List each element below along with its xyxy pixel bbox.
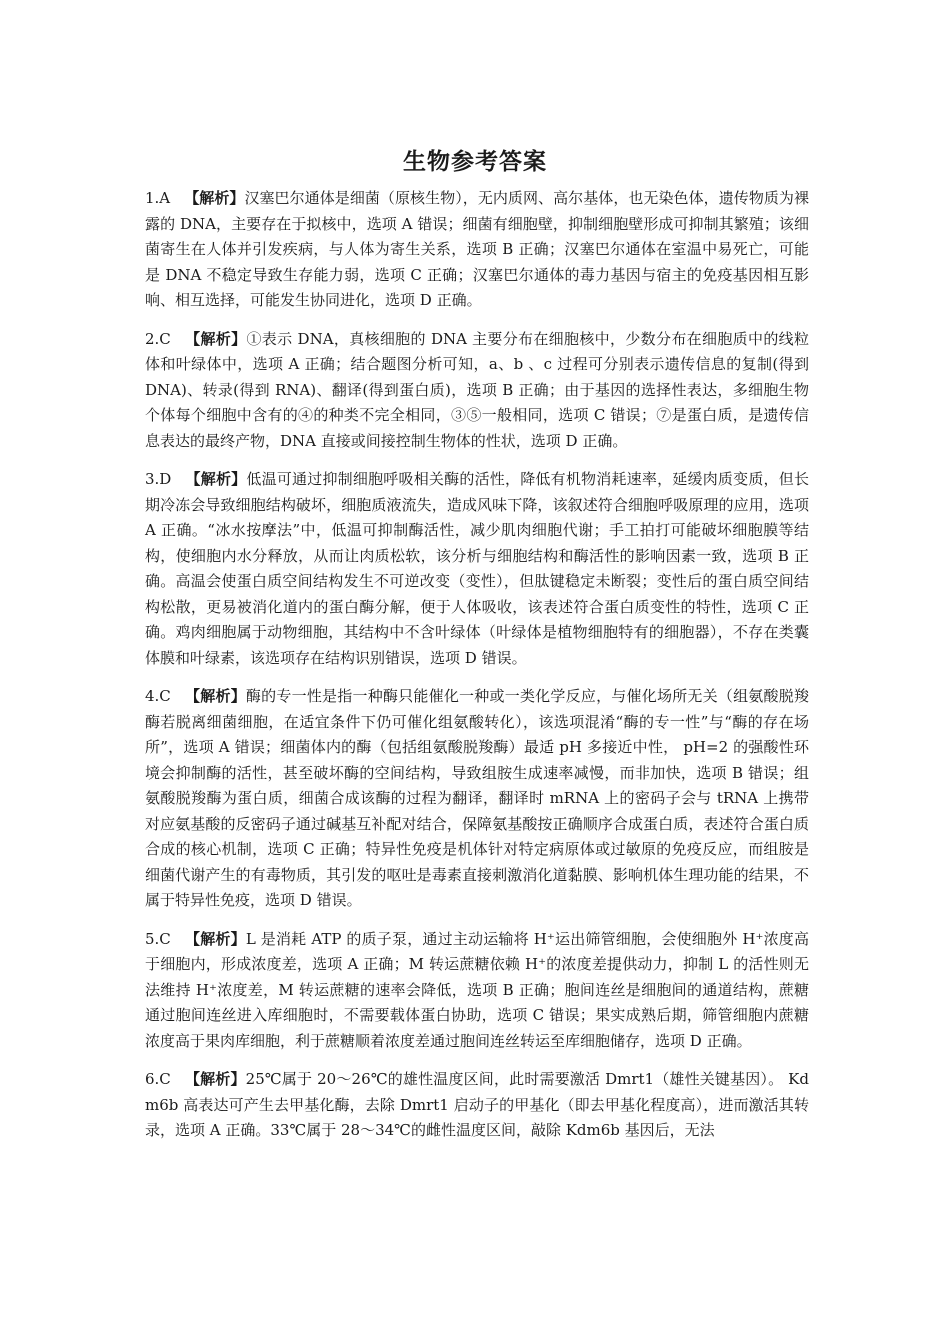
answer-item-3 (145, 467, 809, 671)
answer-number: 5.C (145, 929, 171, 948)
answer-item-6 (145, 1067, 809, 1144)
answer-number: 1.A (145, 189, 171, 207)
page-title: 生物参考答案 (403, 149, 547, 175)
answer-item-4 (145, 684, 809, 914)
analysis-text: 25℃属于 20～26℃的雄性温度区间，此时需要激活 Dmrt1（雄性关键基因）。 Kdm6b 高表达可产生去甲基化酶，去除 Dmrt1 启动子的甲基化（即去甲基化程度高），进而激活其转录，选项 A 正确。33℃属于 28～34℃的雌性温度区间，敲除 Kdm6b 基因后，无法 (145, 1070, 809, 1139)
answer-number: 2.C (145, 329, 171, 348)
answer-number: 3.D (145, 470, 172, 488)
analysis-text: L 是消耗 ATP 的质子泵，通过主动运输将 H⁺运出筛管细胞，会使细胞外 H⁺浓度高于细胞内，形成浓度差，选项 A 正确；M 转运蔗糖依赖 H⁺的浓度差提供动力，抑制 L 的活性则无法维持 H⁺浓度差，M 转运蔗糖的速率会降低，选项 B 正确；胞间连丝是细胞间的通道结构，蔗糖通过胞间连丝进入库细胞时，不需要载体蛋白协助，选项 C 错误；果实成熟后期，筛管细胞内蔗糖浓度高于果肉库细胞，利于蔗糖顺着浓度差通过胞间连丝转运至库细胞储存，选项 D 正确。 (145, 929, 809, 1050)
analysis-tag: 【解析】 (184, 189, 245, 207)
analysis-tag: 【解析】 (184, 687, 246, 705)
analysis-tag: 【解析】 (184, 1070, 246, 1088)
analysis-tag: 【解析】 (185, 470, 247, 488)
analysis-tag: 【解析】 (184, 929, 246, 948)
analysis-text: 汉塞巴尔通体是细菌（原核生物），无内质网、高尔基体，也无染色体，遗传物质为裸露的 DNA，主要存在于拟核中，选项 A 错误；细菌有细胞壁，抑制细胞壁形成可抑制其繁殖；该细菌寄生在人体并引发疾病，与人体为寄生关系，选项 B 正确；汉塞巴尔通体在室温中易死亡，可能是 DNA 不稳定导致生存能力弱，选项 C 正确；汉塞巴尔通体的毒力基因与宿主的免疫基因相互影响、相互选择，可能发生协同进化，选项 D 正确。 (145, 189, 809, 309)
answer-item-1 (145, 186, 809, 314)
analysis-text: ①表示 DNA，真核细胞的 DNA 主要分布在细胞核中，少数分布在细胞质中的线粒体和叶绿体中，选项 A 正确；结合题图分析可知，a、b 、c 过程可分别表示遗传信息的复制(得到 DNA)、转录(得到 RNA)、翻译(得到蛋白质)，选项 B 正确；由于基因的选择性表达，多细胞生物个体每个细胞中含有的④的种类不完全相同，③⑤一般相同，选项 C 错误；⑦是蛋白质，是遗传信息表达的最终产物，DNA 直接或间接控制生物体的性状，选项 D 正确。 (145, 329, 809, 450)
analysis-tag: 【解析】 (184, 329, 247, 348)
analysis-text: 酶的专一性是指一种酶只能催化一种或一类化学反应，与催化场所无关（组氨酸脱羧酶若脱离细菌细胞，在适宜条件下仍可催化组氨酸转化），该选项混淆“酶的专一性”与“酶的存在场所”，选项 A 错误；细菌体内的酶（包括组氨酸脱羧酶）最适 pH 多接近中性， pH=2 的强酸性环境会抑制酶的活性，甚至破坏酶的空间结构，导致组胺生成速率减慢，而非加快，选项 B 错误；组氨酸脱羧酶为蛋白质，细菌合成该酶的过程为翻译，翻译时 mRNA 上的密码子会与 tRNA 上携带对应氨基酸的反密码子通过碱基互补配对结合，保障氨基酸按正确顺序合成蛋白质，表述符合蛋白质合成的核心机制，选项 C 正确；特异性免疫是机体针对特定病原体或过敏原的免疫反应，而组胺是细菌代谢产生的有毒物质，其引发的呕吐是毒素直接刺激消化道黏膜、影响机体生理功能的结果，不属于特异性免疫，选项 D 错误。 (145, 687, 809, 909)
answer-number: 6.C (145, 1070, 171, 1088)
answer-number: 4.C (145, 687, 171, 705)
answer-list (145, 186, 809, 1157)
answer-item-2 (145, 327, 809, 455)
answer-item-5 (145, 927, 809, 1055)
analysis-text: 低温可通过抑制细胞呼吸相关酶的活性，降低有机物消耗速率，延缓肉质变质，但长期冷冻会导致细胞结构破坏，细胞质液流失，造成风味下降，该叙述符合细胞呼吸原理的应用，选项 A 正确。“冰水按摩法”中，低温可抑制酶活性，减少肌肉细胞代谢；手工拍打可能破坏细胞膜等结构，使细胞内水分释放，从而让肉质松软，该分析与细胞结构和酶活性的影响因素一致，选项 B 正确。高温会使蛋白质空间结构发生不可逆改变（变性），但肽键稳定未断裂；变性后的蛋白质空间结构松散，更易被消化道内的蛋白酶分解，便于人体吸收，该表述符合蛋白质变性的特性，选项 C 正确。鸡肉细胞属于动物细胞，其结构中不含叶绿体（叶绿体是植物细胞特有的细胞器），不存在类囊体膜和叶绿素，该选项存在结构识别错误，选项 D 错误。 (145, 470, 809, 667)
